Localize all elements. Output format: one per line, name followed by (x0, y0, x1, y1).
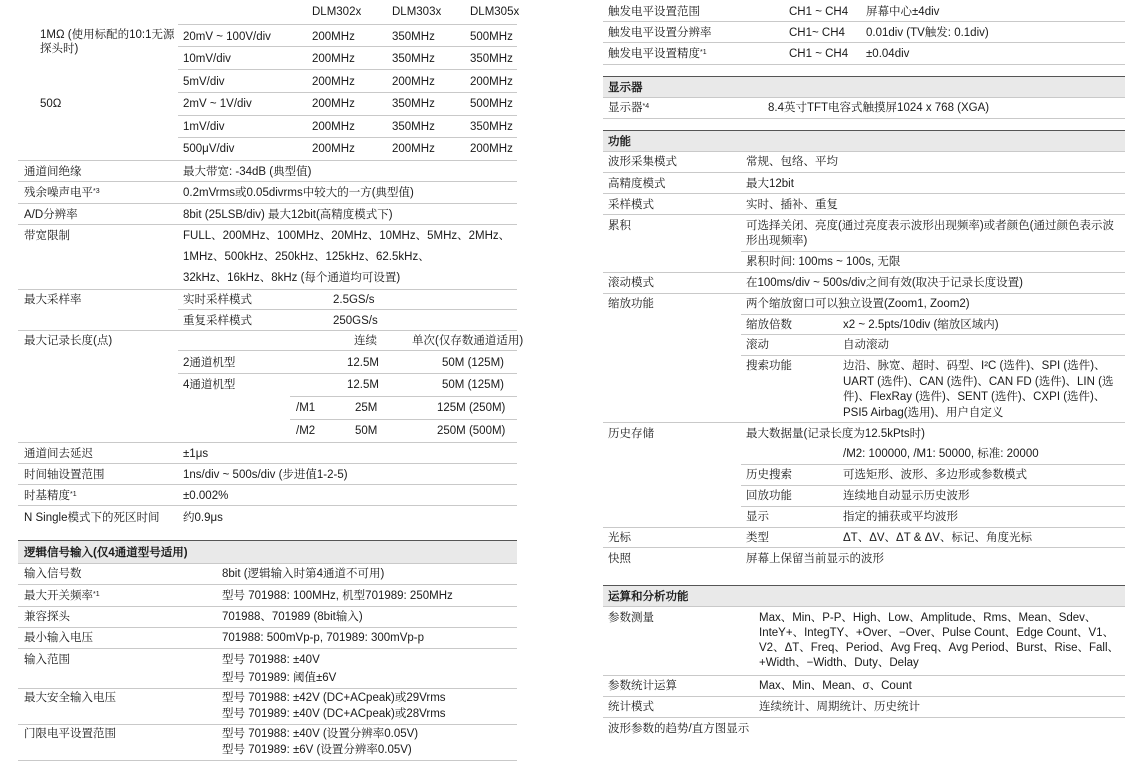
sample-value: 250GS/s (333, 315, 378, 327)
rec-cont: 25M (355, 402, 378, 414)
function-label: 波形采集模式 (608, 156, 677, 168)
bw-cell: 10mV/div (183, 53, 231, 65)
bwlimit-line: FULL、200MHz、100MHz、20MHz、10MHz、5MHz、2MHz、 (183, 230, 511, 242)
threshold-value: 型号 701988: ±40V (设置分辨率0.05V) (222, 728, 419, 740)
max-safe-value: 型号 701989: ±40V (DC+ACpeak)或28Vrms (222, 708, 446, 720)
col-header-dlm303x: DLM303x (392, 6, 442, 18)
history-label: 历史存储 (608, 428, 654, 440)
sample-mode: 重复采样模式 (183, 315, 252, 327)
logic-section-title: 逻辑信号输入(仅4通道型号适用) (24, 547, 188, 559)
deskew-value: ±1μs (183, 448, 209, 460)
isolation-label: 通道间绝缘 (24, 166, 82, 178)
history-sub-label: 回放功能 (746, 490, 792, 502)
history-sub-value: 可选矩形、波形、多边形或参数模式 (843, 469, 1027, 481)
bw-cell: 350MHz (392, 98, 435, 110)
trigger-label: 触发电平设置精度$^{*1}$ (608, 48, 707, 60)
bw-cell: 200MHz (470, 143, 513, 155)
bw-cell: 200MHz (312, 76, 355, 88)
history-sub-value: 连续地自动显示历史波形 (843, 490, 970, 502)
footnote-mark: *1 (93, 591, 100, 598)
rec-cont: 50M (355, 425, 378, 437)
history-value: 最大数据量(记录长度为12.5kPts时) (746, 428, 925, 440)
bwlimit-line: 1MHz、500kHz、250kHz、125kHz、62.5kHz、 (183, 251, 430, 263)
bw-cell: 350MHz (470, 121, 513, 133)
bw-cell: 1mV/div (183, 121, 225, 133)
cursor-label: 光标 (608, 532, 631, 544)
trigger-value: ±0.04div (866, 48, 910, 60)
logic-label: 最小输入电压 (24, 632, 93, 644)
snapshot-label: 快照 (608, 553, 631, 565)
bw-cell: 500MHz (470, 98, 513, 110)
accum-value: 可选择关闭、亮度(通过亮度表示波形出现频率)或者颜色(通过颜色表示波形出现频率) (746, 220, 1114, 247)
rec-label: 最大记录长度(点) (24, 335, 113, 347)
snapshot-value: 屏幕上保留当前显示的波形 (746, 553, 884, 565)
display-value: 8.4英寸TFT电容式触摸屏1024 x 768 (XGA) (768, 102, 990, 114)
zoom-sub-value: 自动滚动 (843, 339, 889, 351)
history-sub-value: 指定的捕获或平均波形 (843, 511, 958, 523)
function-section-header (603, 131, 1125, 151)
bw-cell: 200MHz (392, 143, 435, 155)
function-value: 常规、包络、平均 (746, 156, 838, 168)
trigger-label: 触发电平设置分辨率 (608, 27, 712, 39)
logic-value: 701988: 500mVp-p, 701989: 300mVp-p (222, 632, 425, 644)
accum-label: 累积 (608, 220, 631, 232)
display-section-title: 显示器 (608, 82, 643, 94)
stat-mode-label: 统计模式 (608, 701, 654, 713)
roll-label: 滚动模式 (608, 277, 654, 289)
rec-header-single: 单次(仅存数通道适用) (412, 335, 524, 347)
function-section-title: 功能 (608, 136, 631, 148)
trigger-value: 屏幕中心±4div (866, 6, 940, 18)
noise-label: 残余噪声电平$^{*3}$ (24, 187, 100, 199)
max-safe-value: 型号 701988: ±42V (DC+ACpeak)或29Vrms (222, 692, 446, 704)
trigger-label: 触发电平设置范围 (608, 6, 700, 18)
bw-50-label: 50Ω (40, 98, 62, 110)
footnote-mark: *3 (93, 188, 100, 195)
col-header-dlm302x: DLM302x (312, 6, 362, 18)
bw-cell: 200MHz (392, 76, 435, 88)
rec-header-continuous: 连续 (354, 335, 377, 347)
search-value: 边沿、脉宽、超时、码型、I²C (选件)、SPI (选件)、UART (选件)、CAN (选件)、CAN FD (选件)、LIN (选件)、FlexRay (选件)、SENT (选件)、CXPI (选件)、PSI5 Airbag(选用)、用户自定义 (843, 360, 1114, 419)
bw-cell: 500MHz (470, 31, 513, 43)
trigger-value: 0.01div (TV触发: 0.1div) (866, 27, 989, 39)
trigger-channel: CH1 ~ CH4 (789, 6, 849, 18)
rec-option: /M2 (296, 425, 316, 437)
sample-label: 最大采样率 (24, 294, 82, 306)
adc-value: 8bit (25LSB/div) 最大12bit(高精度模式下) (183, 209, 393, 221)
deadtime-label: N Single模式下的死区时间 (24, 512, 160, 524)
bwlimit-label: 带宽限制 (24, 230, 70, 242)
input-range-value: 型号 701988: ±40V (222, 654, 320, 666)
param-label: 参数测量 (608, 612, 654, 624)
footnote-mark: *1 (70, 491, 77, 498)
search-label: 搜索功能 (746, 360, 792, 372)
display-section-header (603, 77, 1125, 97)
threshold-value: 型号 701989: ±6V (设置分辨率0.05V) (222, 744, 412, 756)
bw-cell: 350MHz (392, 53, 435, 65)
display-label: 显示器$^{*4}$ (608, 102, 650, 114)
bw-cell: 200MHz (312, 121, 355, 133)
adc-label: A/D分辨率 (24, 209, 78, 221)
sample-mode: 实时采样模式 (183, 294, 252, 306)
stat-calc-value: Max、Min、Mean、σ、Count (759, 680, 912, 692)
rec-single: 50M (125M) (442, 357, 504, 369)
stat-mode-value: 连续统计、周期统计、历史统计 (759, 701, 920, 713)
history-sub-label: 显示 (746, 511, 769, 523)
zoom-sub-label: 缩放倍数 (746, 319, 792, 331)
cursor-value: ΔT、ΔV、ΔT & ΔV、标记、角度光标 (843, 532, 1032, 544)
noise-value: 0.2mVrms或0.05divrms中较大的一方(典型值) (183, 187, 414, 199)
param-line: InteY+、IntegTY、+Over、−Over、Pulse Count、Edge Count、V1、 (759, 627, 1115, 639)
logic-value: 8bit (逻辑输入时第4通道不可用) (222, 568, 385, 580)
roll-value: 在100ms/div ~ 500s/div之间有效(取决于记录长度设置) (746, 277, 1024, 289)
bw-cell: 200MHz (312, 53, 355, 65)
history-sub-label: 历史搜索 (746, 469, 792, 481)
logic-label: 输入信号数 (24, 568, 82, 580)
bw-cell: 2mV ~ 1V/div (183, 98, 252, 110)
calc-section-title: 运算和分析功能 (608, 591, 689, 603)
rec-single: 50M (125M) (442, 379, 504, 391)
logic-label: 兼容探头 (24, 611, 70, 623)
function-label: 高精度模式 (608, 178, 666, 190)
logic-value: 型号 701988: 100MHz, 机型701989: 250MHz (222, 590, 453, 602)
trigger-channel: CH1~ CH4 (789, 27, 845, 39)
rec-cont: 12.5M (347, 379, 379, 391)
timebase-acc-value: ±0.002% (183, 490, 229, 502)
input-range-label: 输入范围 (24, 654, 70, 666)
bw-cell: 350MHz (470, 53, 513, 65)
zoom-sub-label: 滚动 (746, 339, 769, 351)
bw-cell: 5mV/div (183, 76, 225, 88)
param-line: +Width、−Width、Duty、Delay (759, 657, 919, 669)
bw-cell: 20mV ~ 100V/div (183, 31, 271, 43)
isolation-value: 最大带宽: -34dB (典型值) (183, 166, 312, 178)
timebase-range-label: 时间轴设置范围 (24, 469, 105, 481)
trigger-channel: CH1 ~ CH4 (789, 48, 849, 60)
cursor-type: 类型 (746, 532, 769, 544)
deadtime-value: 约0.9μs (183, 512, 223, 524)
deskew-label: 通道间去延迟 (24, 448, 93, 460)
timebase-acc-label: 时基精度$^{*1}$ (24, 490, 77, 502)
bw-cell: 350MHz (392, 121, 435, 133)
rec-option: /M1 (296, 402, 316, 414)
param-line: V2、ΔT、Freq、Period、Avg Freq、Avg Period、Burst、Rise、Fall、 (759, 642, 1120, 654)
bw-cell: 500μV/div (183, 143, 235, 155)
function-value: 最大12bit (746, 178, 794, 190)
accum-time: 累积时间: 100ms ~ 100s, 无限 (746, 256, 901, 268)
rec-single: 250M (500M) (437, 425, 506, 437)
zoom-sub-value: x2 ~ 2.5pts/10div (缩放区域内) (843, 319, 999, 331)
bwlimit-line: 32kHz、16kHz、8kHz (每个通道均可设置) (183, 272, 401, 284)
function-label: 采样模式 (608, 199, 654, 211)
footnote-mark: *4 (642, 103, 650, 110)
param-line: Max、Min、P-P、High、Low、Amplitude、Rms、Mean、Sdev、 (759, 612, 1097, 624)
bw-cell: 350MHz (392, 31, 435, 43)
trend-label: 波形参数的趋势/直方图显示 (608, 723, 750, 735)
stat-calc-label: 参数统计运算 (608, 680, 677, 692)
sample-value: 2.5GS/s (333, 294, 375, 306)
input-range-value: 型号 701989: 阈值±6V (222, 672, 337, 684)
bw-cell: 200MHz (312, 98, 355, 110)
zoom-value: 两个缩放窗口可以独立设置(Zoom1, Zoom2) (746, 298, 970, 310)
bw-cell: 200MHz (312, 143, 355, 155)
footnote-mark: *1 (700, 49, 707, 56)
history-value: /M2: 100000, /M1: 50000, 标准: 20000 (843, 448, 1039, 460)
bw-cell: 200MHz (470, 76, 513, 88)
timebase-range-value: 1ns/div ~ 500s/div (步进值1-2-5) (183, 469, 348, 481)
logic-label: 最大开关频率$^{*1}$ (24, 590, 100, 602)
bw-cell: 200MHz (312, 31, 355, 43)
rec-single: 125M (250M) (437, 402, 506, 414)
logic-value: 701988、701989 (8bit输入) (222, 611, 363, 623)
rec-cont: 12.5M (347, 357, 379, 369)
threshold-label: 门限电平设置范围 (24, 728, 116, 740)
bw-1m-label: 1MΩ (使用标配的10:1无源探头时) (40, 29, 175, 55)
rec-model: 2通道机型 (183, 357, 236, 369)
col-header-dlm305x: DLM305x (470, 6, 520, 18)
rec-model: 4通道机型 (183, 379, 236, 391)
zoom-label: 缩放功能 (608, 298, 654, 310)
function-value: 实时、插补、重复 (746, 199, 838, 211)
max-safe-label: 最大安全输入电压 (24, 692, 116, 704)
